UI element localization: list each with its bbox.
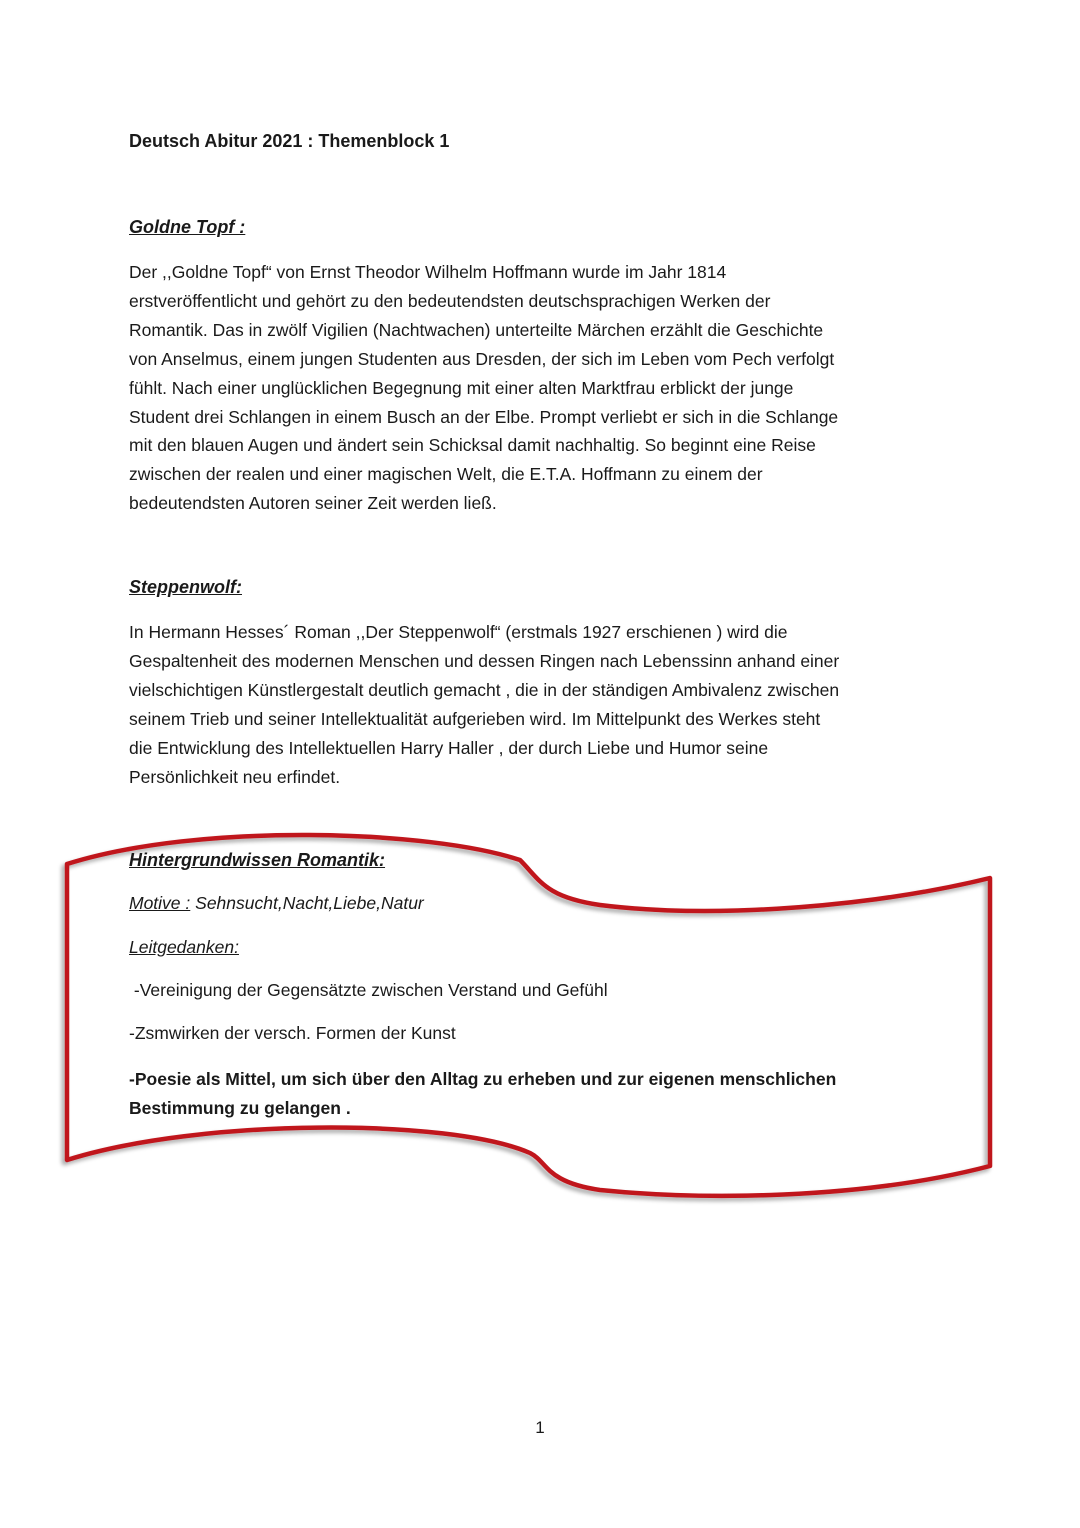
paragraph-line: die Entwicklung des Intellektuellen Harry Haller , der durch Liebe und Humor seine [129,737,769,758]
motive-row [129,893,424,914]
background-box-heading: Hintergrundwissen Romantik: [129,850,386,870]
page-number: 1 [535,1418,545,1437]
leitgedanken-point: -Vereinigung der Gegensätzte zwischen Verstand und Gefühl [129,980,608,1000]
paragraph-line: Gespaltenheit des modernen Menschen und dessen Ringen nach Lebenssinn anhand einer [129,650,840,671]
paragraph-line: Romantik. Das in zwölf Vigilien (Nachtwachen) unterteilte Märchen erzählt die Geschichte [129,319,824,340]
section-paragraph-goldne-topf [129,258,959,518]
paragraph-line: Persönlichkeit neu erfindet. [129,766,341,787]
paragraph-line: mit den blauen Augen und ändert sein Schicksal damit nachhaltig. So beginnt eine Reise [129,435,816,456]
motive-label: Motive : [129,893,191,913]
leitgedanken-point: -Zsmwirken der versch. Formen der Kunst [129,1023,456,1043]
bold-point-line: -Poesie als Mittel, um sich über den Alltag zu erheben und zur eigenen menschlichen [129,1069,837,1089]
paragraph-line: vielschichtigen Künstlergestalt deutlich gemacht , die in der ständigen Ambivalenz zwischen [129,679,840,700]
motive-values: Sehnsucht,Nacht,Liebe,Natur [190,893,424,913]
paragraph-line: Student drei Schlangen in einem Busch an der Elbe. Prompt verliebt er sich in die Schlange [129,406,839,427]
paragraph-line: seinem Trieb und seiner Intellektualität aufgerieben wird. Im Mittelpunkt des Werkes steht [129,708,821,729]
leitgedanken-label: Leitgedanken: [129,937,239,957]
paragraph-line: von Anselmus, einem jungen Studenten aus Dresden, der sich im Leben vom Pech verfolgt [129,348,835,369]
section-paragraph-steppenwolf [129,618,959,791]
section-heading-goldne-topf: Goldne Topf : [129,217,246,237]
paragraph-line: erstveröffentlicht und gehört zu den bedeutendsten deutschsprachigen Werken der [129,290,771,311]
leitgedanken-bold-point [129,1065,836,1123]
document-title: Deutsch Abitur 2021 : Themenblock 1 [129,131,450,151]
banner-outline [67,835,990,1196]
paragraph-line: In Hermann Hesses´ Roman ,,Der Steppenwolf“ (erstmals 1927 erschienen ) wird die [129,622,788,642]
paragraph-line: zwischen der realen und einer magischen Welt, die E.T.A. Hoffmann zu einem der [129,464,763,485]
section-heading-steppenwolf: Steppenwolf: [129,577,242,597]
paragraph-line: Der ,,Goldne Topf“ von Ernst Theodor Wilhelm Hoffmann wurde im Jahr 1814 [129,262,727,282]
bold-point-line: Bestimmung zu gelangen . [129,1098,351,1118]
paragraph-line: fühlt. Nach einer unglücklichen Begegnung mit einer alten Marktfrau erblickt der junge [129,377,794,398]
paragraph-line: bedeutendsten Autoren seiner Zeit werden ließ. [129,493,497,514]
